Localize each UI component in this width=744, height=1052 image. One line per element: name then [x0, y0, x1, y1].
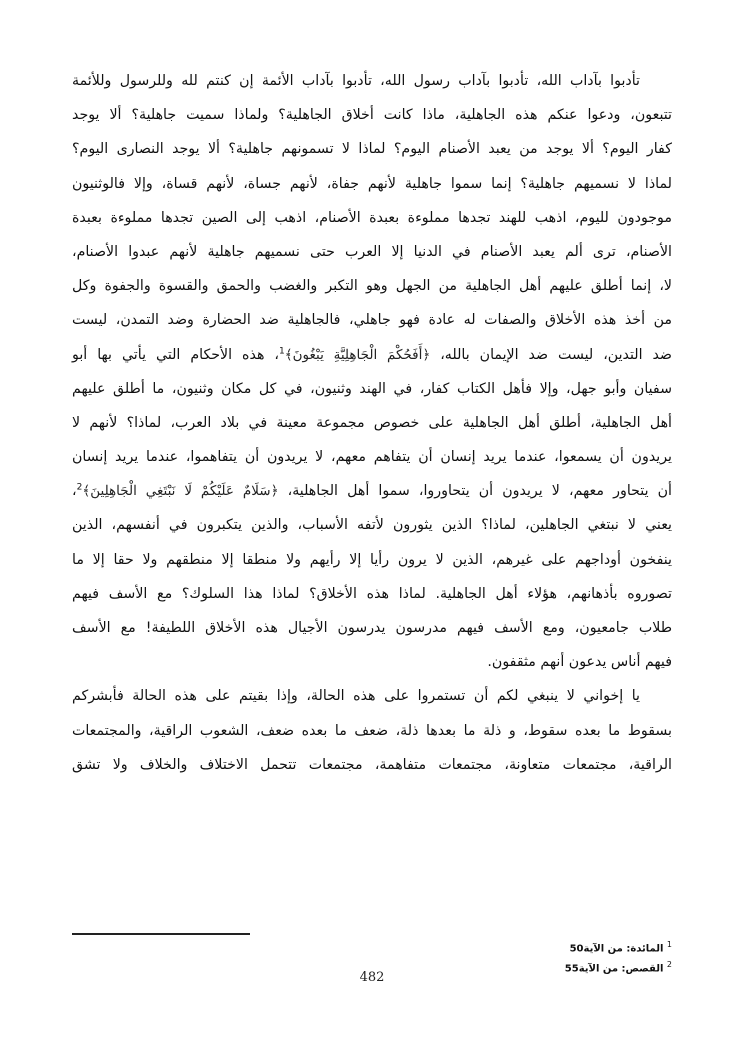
text-segment: ، هذه الأحكام التي يأتي بها أبو [72, 346, 279, 363]
footnote-ref[interactable]: 1 [278, 345, 285, 356]
text-line: فيهم أناس يدعون أنهم مثقفون. [487, 654, 672, 671]
text-segment: ضد التدين، ليست ضد الإيمان بالله، [430, 346, 672, 363]
text-line: يا إخواني لا ينبغي لكم أن تستمروا على هذه الحالة، وإذا بقيتم على هذه الحالة فأبشركم [72, 688, 640, 705]
footnote [72, 937, 672, 957]
text-line: طلاب جامعيون، ومع الأسف فيهم مدرسون يدرسون الأجيال هذه الأخلاق اللطيفة! مع الأسف [72, 620, 672, 636]
footnote-number: 1 [666, 940, 672, 949]
text-line: الأصنام، ترى ألم يعبد الأصنام في الدنيا إلا العرب حتى نسميهم جاهلية لأنهم عبدوا الأصنام، [72, 243, 672, 260]
footnote-text: القصص: من الآية55 [564, 963, 664, 975]
body-text [72, 64, 672, 782]
text-line: أهل الجاهلية، أطلق أهل الجاهلية على خصوص مجموعة معينة في بلاد العرب، لماذا؟ لأنهم لا [72, 414, 672, 431]
text-line: تأدبوا بآداب الله، تأدبوا بآداب رسول الله، تأدبوا بآداب الأئمة إن كنتم لله وللرسول وللأئمة [72, 73, 640, 89]
quran-verse: ﴿أَفَحُكْمَ الْجَاهِلِيَّةِ يَبْغُونَ﴾ [284, 346, 431, 363]
text-line: من أخذ هذه الأخلاق والصفات له عادة فهو جاهلي، فالجاهلية ضد الحضارة وضد التمدن، ليست [72, 312, 672, 329]
text-line: بسقوط ما بعده سقوط، و ذلة ما بعدها ذلة، ضعف ما بعده ضعف، الشعوب الراقية، والمجتمعات [72, 722, 672, 739]
quran-verse: ﴿سَلَامٌ عَلَيْكُمْ لَا نَبْتَغِي الْجَاهِلِينَ﴾ [82, 483, 279, 500]
text-line: لماذا لا نسميهم جاهلية؟ إنما سموا جاهلية لأنهم جفاة، لأنهم جساة، لأنهم قساة، وإلا فالوثنيون [72, 175, 672, 192]
text-line: سفيان وأبو جهل، وإلا فأهل الكتاب كفار، في الهند وثنيون، في كل مكان وثنيون، ما أطلق عليهم [72, 380, 672, 397]
text-line: ينفخون أوداجهم على غيرهم، الذين لا يرون رأيا إلا رأيهم ولا منطقا إلا منطقهم ولا حقا إلا ما [72, 551, 672, 568]
text-line: الراقية، مجتمعات متعاونة، مجتمعات متفاهمة، مجتمعات تتحمل الاختلاف والخلاف ولا تشق [72, 756, 672, 773]
text-line: تتبعون، ودعوا عنكم هذه الجاهلية، ماذا كانت أخلاق الجاهلية؟ ولماذا سميت جاهلية؟ ألا يوجد [72, 107, 672, 124]
text-line: موجودون لليوم، اذهب للهند تجدها مملوءة بعبدة الأصنام، اذهب إلى الصين تجدها مملوءة بعبدة [72, 209, 672, 226]
text-line: يريدون أن يسمعوا، عندما يريد إنسان أن يتفاهم معهم، لا يريدون أن يتفاهموا، عندما يريد إنسان [72, 449, 672, 466]
page-number: 482 [359, 970, 385, 985]
text-line-with-verse [72, 338, 672, 372]
footnote-number: 2 [666, 960, 672, 970]
footnote-text: المائدة: من الآية50 [569, 943, 664, 955]
text-segment: أن يتحاور معهم، لا يريدون أن يتحاوروا، سموا أهل الجاهلية، [278, 483, 673, 500]
text-line: لا، إنما أطلق عليهم أهل الجاهلية من الجهل وهو التكبر والغضب والحمق والقسوة والجفوة وكل [72, 278, 672, 295]
footnote-divider [72, 933, 250, 935]
text-line-with-verse [72, 474, 672, 508]
text-line: يعني لا نبتغي الجاهلين، لماذا؟ الذين يثورون لأتفه الأسباب، والذين يتكبرون في أنفسهم، الذين [72, 517, 672, 534]
footnote-ref[interactable]: 2 [76, 482, 83, 493]
text-line: كفار اليوم؟ ألا يوجد من يعبد الأصنام اليوم؟ لماذا لا تسمونهم جاهلية؟ ألا يوجد النصارى اليوم؟ [72, 141, 672, 158]
text-line: تصوروه بأذهانهم، هؤلاء أهل الجاهلية. لماذا هذه الأخلاق؟ لماذا هذا السلوك؟ مع الأسف فيهم [72, 585, 672, 602]
text-segment: ، [72, 483, 77, 500]
